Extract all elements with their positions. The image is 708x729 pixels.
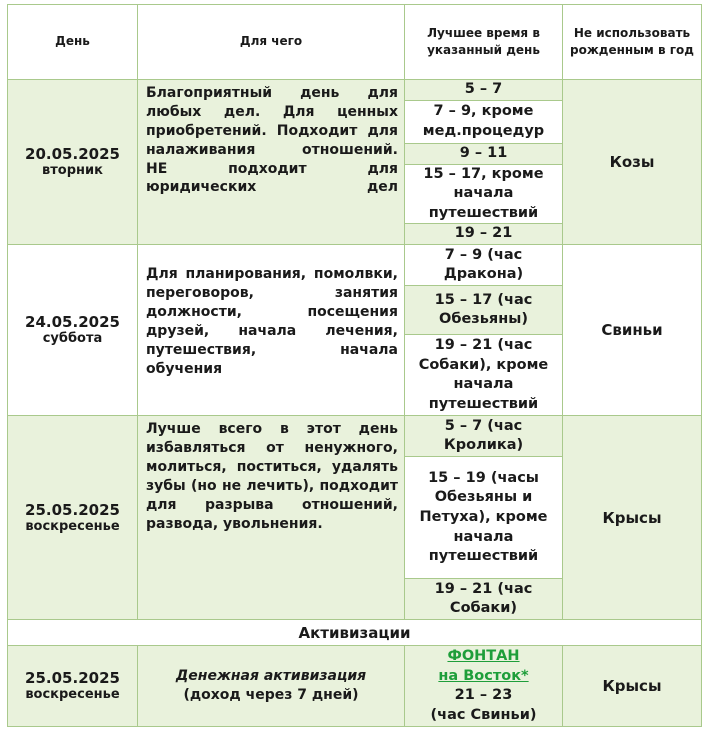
time-slot: 5 – 7	[405, 80, 563, 101]
row-date: 25.05.2025	[25, 500, 120, 519]
row-purpose	[138, 80, 405, 245]
activation-time-note: (час Свиньи)	[430, 706, 537, 723]
time-slot: 7 – 9 (час Дракона)	[405, 245, 563, 286]
purpose-text: Для планирования, помолвки, переговоров, занятия должности, посещения друзей, начала лечения, путешествия, начала обучения	[146, 266, 398, 377]
header-purpose: Для чего	[138, 5, 405, 80]
header-day: День	[8, 5, 138, 80]
activation-purpose	[138, 646, 405, 727]
row-purpose	[138, 245, 405, 416]
row-date-cell	[8, 80, 138, 245]
activation-time-cell	[405, 646, 563, 727]
fountain-link-line2[interactable]: на Восток*	[438, 667, 529, 684]
table-row	[8, 80, 702, 101]
row-weekday: воскресенье	[25, 518, 120, 534]
table-row	[8, 245, 702, 286]
avoid-sign: Крысы	[563, 646, 702, 727]
purpose-text: Лучше всего в этот день избавляться от ненужного, молиться, поститься, удалять зубы (но не лечить), подходит для разрыва отношений, развода, увольнения.	[146, 421, 398, 532]
activation-date: 25.05.2025	[25, 669, 120, 688]
activation-note: (доход через 7 дней)	[183, 687, 359, 704]
row-weekday: суббота	[42, 331, 103, 347]
time-slot: 15 – 17, кроме начала путешествий	[405, 164, 563, 224]
row-date-cell	[8, 416, 138, 620]
horoscope-table	[7, 4, 702, 727]
purpose-text: Благоприятный день для любых дел. Для ценных приобретений. Подходит для налаживания отношений.	[146, 85, 398, 158]
purpose-text: НЕ подходит для юридических дел	[146, 160, 398, 196]
activation-title: Денежная активизация	[175, 668, 367, 685]
activation-row	[8, 646, 702, 727]
row-date: 20.05.2025	[25, 145, 120, 164]
time-slot: 15 – 19 (часы Обезьяны и Петуха), кроме начала путешествий	[405, 457, 563, 579]
row-date-cell	[8, 646, 138, 727]
time-slot: 9 – 11	[405, 143, 563, 164]
section-row	[8, 620, 702, 646]
fountain-link-line1[interactable]: ФОНТАН	[447, 648, 520, 665]
avoid-sign: Крысы	[563, 416, 702, 620]
header-not-for: Не использовать рожденным в год	[563, 5, 702, 80]
avoid-sign: Козы	[563, 80, 702, 245]
table-header-row	[8, 5, 702, 80]
row-weekday: вторник	[42, 163, 103, 179]
activation-weekday: воскресенье	[25, 687, 120, 703]
row-date: 24.05.2025	[25, 313, 120, 332]
time-slot: 19 – 21	[405, 224, 563, 245]
activation-time: 21 – 23	[454, 687, 513, 704]
row-purpose	[138, 416, 405, 620]
time-slot: 19 – 21 (час Собаки), кроме начала путешествий	[405, 335, 563, 416]
time-slot: 5 – 7 (час Кролика)	[405, 416, 563, 457]
time-slot: 7 – 9, кроме мед.процедур	[405, 100, 563, 143]
avoid-sign: Свиньи	[563, 245, 702, 416]
time-slot: 15 – 17 (час Обезьяны)	[405, 286, 563, 335]
header-best-time: Лучшее время в указанный день	[405, 5, 563, 80]
time-slot: 19 – 21 (час Собаки)	[405, 579, 563, 620]
table-row	[8, 416, 702, 457]
section-title: Активизации	[8, 620, 702, 646]
row-date-cell	[8, 245, 138, 416]
